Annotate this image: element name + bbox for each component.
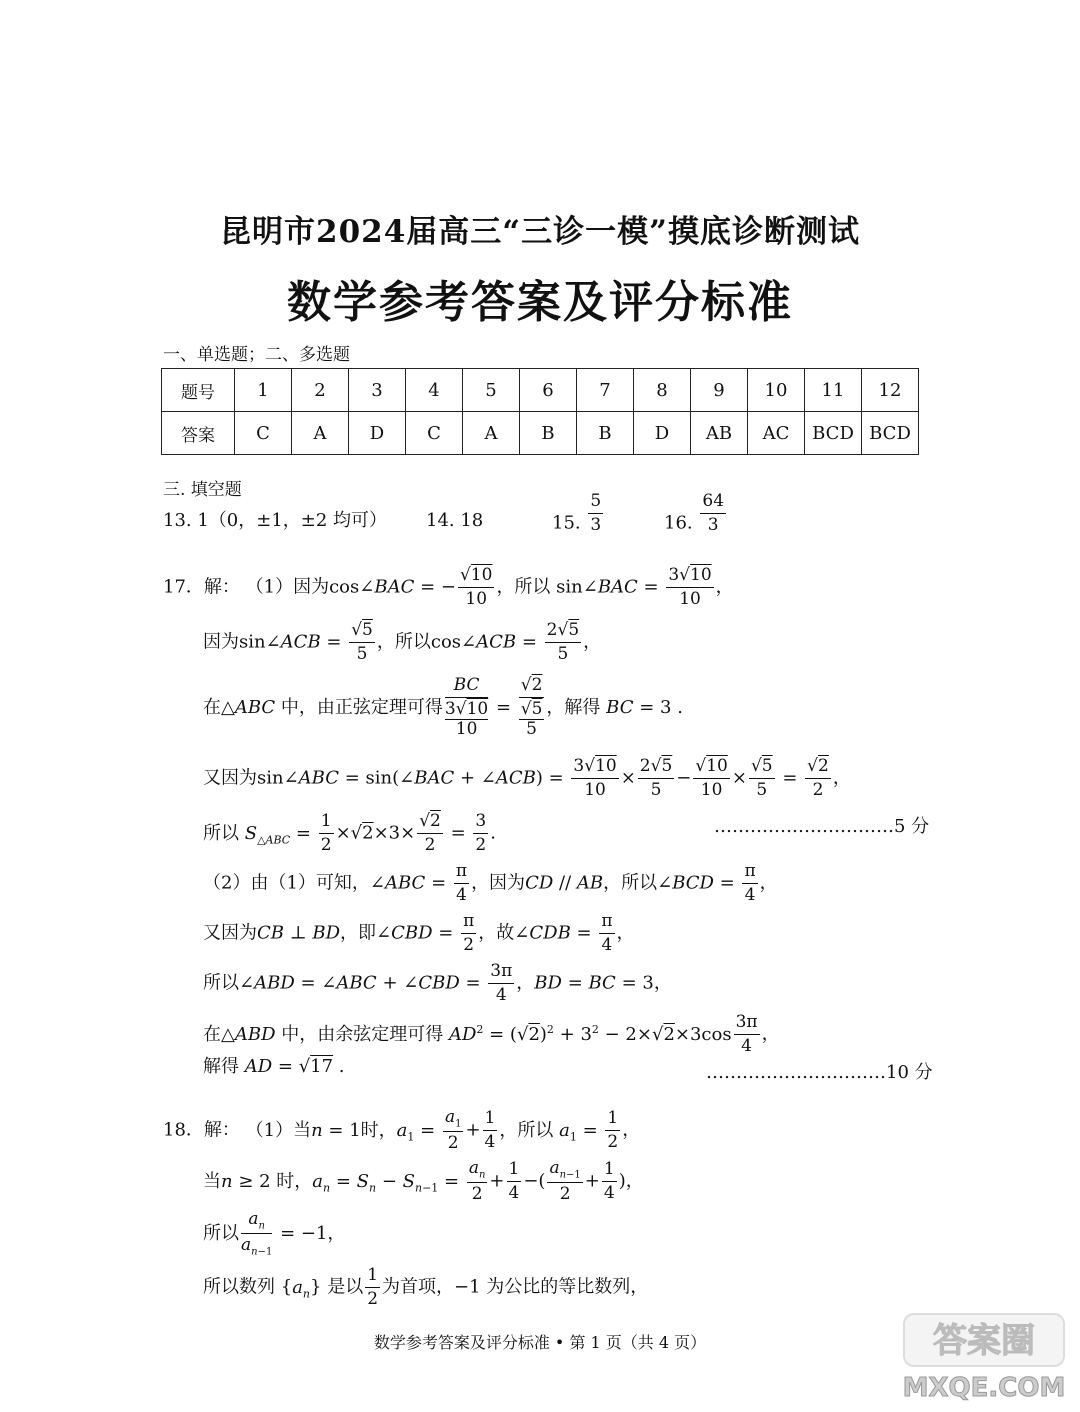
- q16-label: 16.: [664, 512, 693, 534]
- score-10: …………………………10 分: [706, 1062, 933, 1083]
- q18-line-2: 当n ≥ 2 时，$a_n = S_n - S_{n-1}$ = $\frac{a_n}{2}$ + $\frac{1}{4}$ −( $\frac{a_{n-1}}{2}$ + $\frac{1}{4}$ )，: [203, 1158, 644, 1204]
- answer-q13: 13. 1（0，±1，±2 均可）: [163, 510, 388, 531]
- q18-line-3: 所以 $\frac{a_n}{a_{n-1}}$ = −1，: [203, 1209, 346, 1258]
- table-cell: C: [235, 412, 292, 455]
- table-cell: AB: [691, 412, 748, 455]
- q17-label: 17．解：: [163, 576, 240, 598]
- watermark-logo: [900, 1310, 1070, 1405]
- q17-line-5: 所以 $S_{\triangle ABC}$ = $\frac{1}{2}$ ×√2×3× $\frac{√2}{2}$ = $\frac{3}{2}$ .: [203, 811, 496, 855]
- q17-line-2: 因为sin∠ACB = $\frac{√5}{5}$ ，所以cos∠ACB = $\frac{2√5}{5}$ ，: [203, 620, 602, 664]
- table-row-numbers: [162, 369, 919, 412]
- table-header-cell: 答案: [162, 412, 235, 455]
- table-cell: BCD: [862, 412, 919, 455]
- q18-line-1: 18．解： （1）当n = 1时，$a_1$ = $\frac{a_1}{2}$ + $\frac{1}{4}$ ，所以 $a_1$ = $\frac{1}{2}$ ，: [163, 1107, 641, 1153]
- answer-q15: [552, 491, 605, 535]
- q18-label: 18．解：: [163, 1119, 240, 1141]
- table-cell: AC: [748, 412, 805, 455]
- q17-line-3: 在△ABC 中，由正弦定理可得 BC 3√10 10 = √2 √5 5 ，解得 BC = 3 .: [203, 675, 683, 740]
- q17-line-6: （2）由（1）可知，∠ABC = $\frac{\pi}{4}$ ，因为CD // AB，所以∠BCD = $\frac{\pi}{4}$ ，: [203, 861, 778, 905]
- q17-line-8: 所以∠ABD = ∠ABC + ∠CBD = $\frac{3\pi}{4}$ ，BD = BC = 3，: [203, 961, 672, 1005]
- table-cell: C: [406, 412, 463, 455]
- table-cell: 6: [520, 369, 577, 412]
- table-cell: A: [463, 412, 520, 455]
- q18-line-4: 所以数列 $\{a_n\}$ 是以 $\frac{1}{2}$ 为首项，−1 为公比的等比数列，: [203, 1265, 649, 1309]
- table-cell: 4: [406, 369, 463, 412]
- table-cell: 9: [691, 369, 748, 412]
- table-header-cell: 题号: [162, 369, 235, 412]
- table-cell: A: [292, 412, 349, 455]
- q16-fraction: $\frac{64}{3}$: [702, 491, 725, 535]
- table-cell: D: [634, 412, 691, 455]
- score-5: …………………………5 分: [714, 816, 930, 837]
- table-cell: 1: [235, 369, 292, 412]
- table-cell: B: [520, 412, 577, 455]
- table-cell: 10: [748, 369, 805, 412]
- table-cell: 5: [463, 369, 520, 412]
- table-cell: B: [577, 412, 634, 455]
- table-cell: D: [349, 412, 406, 455]
- q17-line-7: 又因为CB ⊥ BD，即∠CBD = $\frac{\pi}{2}$ ，故∠CDB = $\frac{\pi}{4}$ ，: [203, 911, 635, 955]
- q17-line-1: 17．解： （1）因为cos∠BAC = − $\frac{√10}{10}$ ，所以 sin∠BAC = $\frac{3√10}{10}$ ，: [163, 565, 734, 609]
- answer-q16: [664, 491, 728, 535]
- table-cell: 8: [634, 369, 691, 412]
- page-footer: 数学参考答案及评分标准 • 第 1 页（共 4 页）: [373, 1333, 707, 1352]
- q15-label: 15.: [552, 512, 581, 534]
- q17-line-4: 又因为sin∠ABC = sin(∠BAC + ∠ACB) = $\frac{3√10}{10}$ × $\frac{2√5}{5}$ − $\frac{√10}{10}$ × $\frac{√5}{5}$ = $\frac{√2}{2}$ ，: [203, 756, 851, 800]
- svg-text:MXQE.COM: MXQE.COM: [902, 1373, 1066, 1403]
- svg-text:答案圈: 答案圈: [933, 1321, 1035, 1361]
- section-heading-choice: 一、单选题；二、多选题: [163, 345, 350, 365]
- answer-q14: 14. 18: [426, 510, 484, 531]
- q17-line-10: 解得 AD = √17 .: [203, 1056, 345, 1077]
- document-subtitle: 数学参考答案及评分标准: [287, 277, 793, 328]
- table-row-answers: [162, 412, 919, 455]
- table-cell: 11: [805, 369, 862, 412]
- q17-line-9: 在△ABD 中，由余弦定理可得 $AD^2 = (√2)^2 + 3^2 - 2\times√2\times 3\cos$ $\frac{3\pi}{4}$ ，: [203, 1012, 780, 1056]
- document-title: 昆明市2024届高三“三诊一模”摸底诊断测试: [220, 214, 860, 250]
- q15-fraction: $\frac{5}{3}$: [590, 491, 602, 535]
- section-heading-fill: 三. 填空题: [163, 480, 242, 500]
- table-cell: BCD: [805, 412, 862, 455]
- table-cell: 7: [577, 369, 634, 412]
- table-cell: 3: [349, 369, 406, 412]
- table-cell: 12: [862, 369, 919, 412]
- answer-table: [161, 368, 919, 455]
- table-cell: 2: [292, 369, 349, 412]
